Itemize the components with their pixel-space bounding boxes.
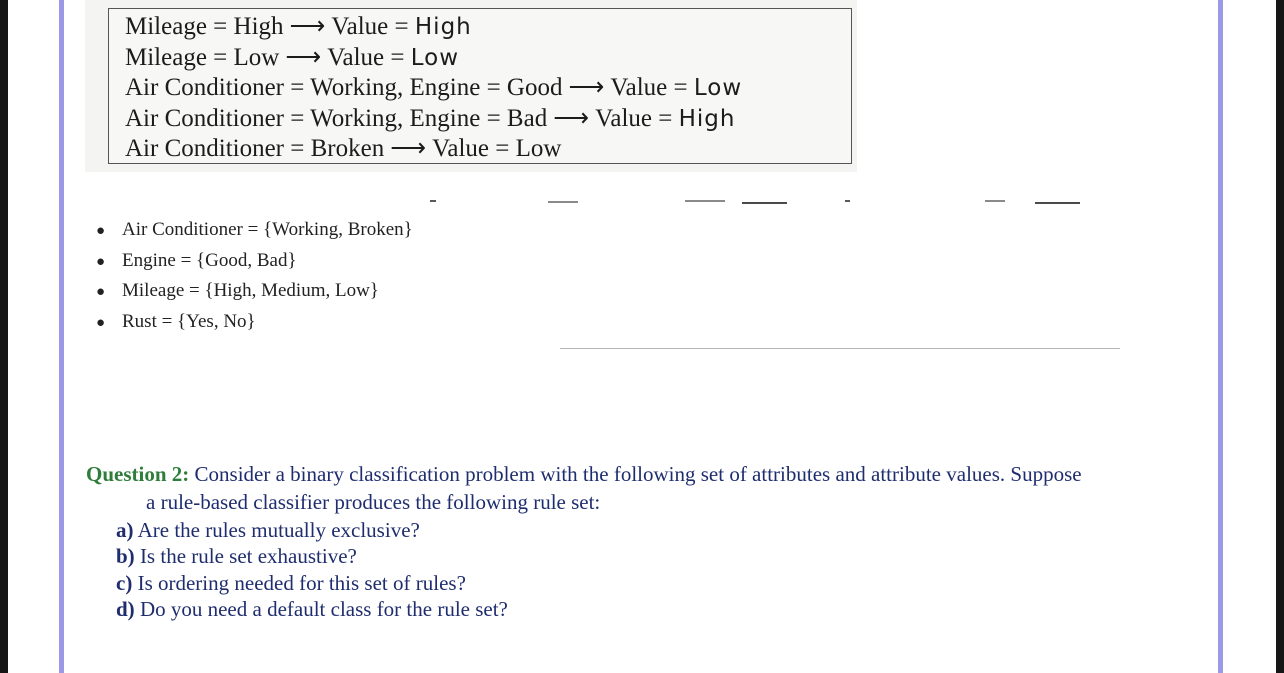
arrow-icon: ⟶ xyxy=(568,74,605,101)
attribute-text: Engine = {Good, Bad} xyxy=(122,249,297,271)
bullet-icon: ● xyxy=(96,284,106,300)
question-item xyxy=(116,543,357,569)
right-page-border xyxy=(1218,0,1223,673)
rule-condition: Mileage = High xyxy=(125,13,284,40)
rule-5 xyxy=(125,134,561,164)
item-text: Is ordering needed for this set of rules? xyxy=(137,571,466,595)
attribute-text: Mileage = {High, Medium, Low} xyxy=(122,280,379,301)
rule-value-label: Value = xyxy=(595,105,673,132)
list-item xyxy=(96,246,413,277)
scan-artifact xyxy=(1035,202,1080,204)
left-bezel xyxy=(0,0,8,673)
bullet-icon: ● xyxy=(96,253,106,270)
rule-value: Low xyxy=(515,135,562,162)
rule-handwritten-value: Low xyxy=(410,45,460,71)
item-text: Is the rule set exhaustive? xyxy=(139,544,357,568)
rule-value-label: Value = xyxy=(331,13,409,40)
item-marker: a) xyxy=(116,518,134,542)
rule-handwritten-value: High xyxy=(414,14,472,40)
rule-condition: Mileage = Low xyxy=(125,44,280,71)
rule-handwritten-value: High xyxy=(678,106,736,132)
bullet-icon: ● xyxy=(96,223,106,239)
arrow-icon: ⟶ xyxy=(553,105,590,132)
rule-value-label: Value = xyxy=(432,135,510,162)
rule-condition: Air Conditioner = Broken xyxy=(125,135,385,162)
question-block xyxy=(86,460,1206,516)
question-text: Consider a binary classification problem with the following set of attributes and attribute values. Suppose xyxy=(194,462,1082,486)
item-text: Do you need a default class for the rule set? xyxy=(139,597,508,621)
question-label: Question 2: xyxy=(86,462,190,486)
scan-artifact xyxy=(548,201,578,203)
rule-value-label: Value = xyxy=(327,44,405,71)
right-bezel xyxy=(1276,0,1284,673)
rule-handwritten-value: Low xyxy=(693,75,743,101)
list-item xyxy=(96,215,413,246)
list-item xyxy=(96,307,413,338)
arrow-icon: ⟶ xyxy=(289,13,326,40)
scan-artifact xyxy=(845,200,850,202)
rule-3 xyxy=(125,73,742,103)
list-item xyxy=(96,276,413,307)
rule-value-label: Value = xyxy=(610,74,688,101)
attribute-list xyxy=(96,215,413,337)
scan-artifact xyxy=(430,200,436,202)
attribute-text: Rust = {Yes, No} xyxy=(122,310,256,332)
arrow-icon: ⟶ xyxy=(285,44,322,71)
bullet-icon: ● xyxy=(96,314,106,331)
question-item xyxy=(116,596,508,622)
question-text-continued: a rule-based classifier produces the following rule set: xyxy=(146,490,601,514)
scan-artifact xyxy=(560,348,1120,349)
question-item xyxy=(116,570,466,596)
rule-4 xyxy=(125,104,735,134)
rule-condition: Air Conditioner = Working, Engine = Bad xyxy=(125,105,548,132)
rule-1 xyxy=(125,12,472,42)
left-page-border xyxy=(59,0,64,673)
item-marker: d) xyxy=(116,597,135,621)
question-item xyxy=(116,517,420,543)
scan-artifact xyxy=(742,202,787,204)
rule-condition: Air Conditioner = Working, Engine = Good xyxy=(125,74,563,101)
item-text: Are the rules mutually exclusive? xyxy=(137,518,420,542)
rule-2 xyxy=(125,43,459,73)
scan-artifact xyxy=(985,200,1005,202)
item-marker: c) xyxy=(116,571,133,595)
item-marker: b) xyxy=(116,544,135,568)
attribute-text: Air Conditioner = {Working, Broken} xyxy=(122,219,413,240)
scan-artifact xyxy=(685,200,725,202)
arrow-icon: ⟶ xyxy=(390,135,427,162)
